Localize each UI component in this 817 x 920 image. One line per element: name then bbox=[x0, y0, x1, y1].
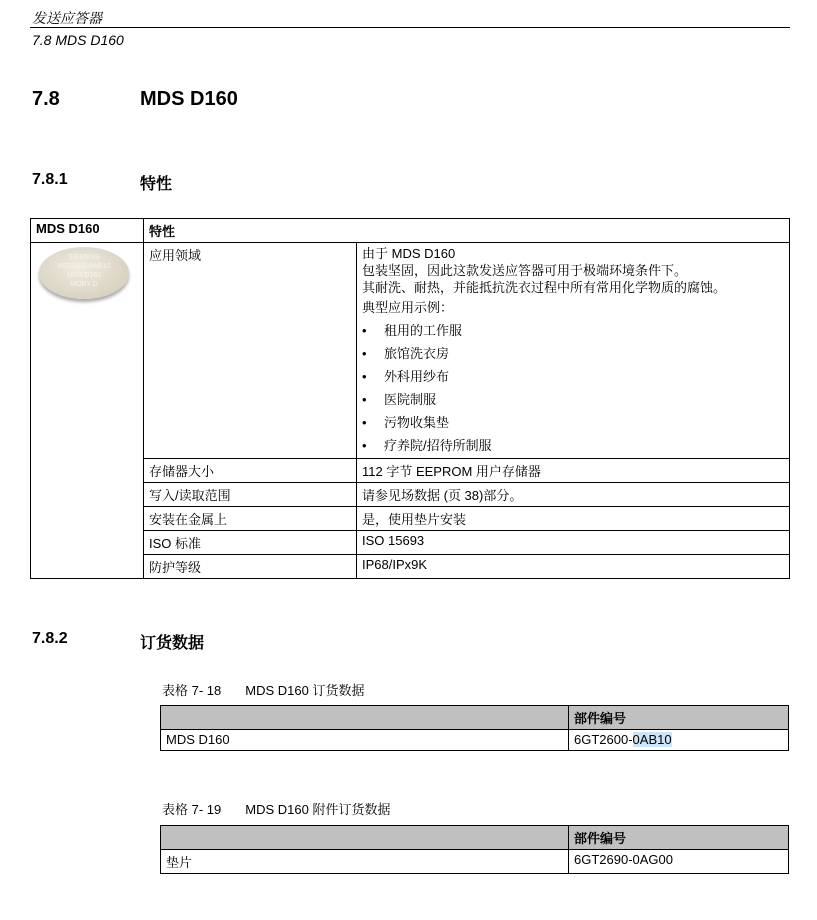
feature-value: 请参见场数据 (页 38)部分。 bbox=[357, 483, 790, 507]
feature-label: 写入/读取范围 bbox=[144, 483, 357, 507]
application-examples-list bbox=[362, 322, 784, 454]
feature-value: 由于 MDS D160 包装坚固，因此这款发送应答器可用于极端环境条件下。 其耐洗、耐热，并能抵抗洗衣过程中所有常用化学物质的腐蚀。 典型应用示例： • 租用的工作服 • 旅馆洗衣房 • 外科用纱布 • 医院制服 • 污物收集垫 • 疗养院/招待所制服 bbox=[357, 243, 790, 459]
feature-label: 存储器大小 bbox=[144, 459, 357, 483]
table-caption: 表格 7- 18 MDS D160 订货数据 bbox=[162, 683, 365, 698]
subsection-number: 7.8.2 bbox=[32, 630, 68, 647]
accessory-order-table bbox=[160, 825, 789, 874]
list-item: • 外科用纱布 bbox=[362, 368, 784, 385]
section-number: 7.8 bbox=[32, 88, 60, 110]
feature-label: 应用领域 bbox=[144, 243, 357, 459]
feature-value: 112 字节 EEPROM 用户存储器 bbox=[357, 459, 790, 483]
accessory-name: 垫片 bbox=[161, 850, 569, 874]
part-number-header: 部件编号 bbox=[569, 826, 789, 850]
feature-value: 是，使用垫片安装 bbox=[357, 507, 790, 531]
feature-label: 安装在金属上 bbox=[144, 507, 357, 531]
text-selection: 0AB10 bbox=[632, 732, 672, 747]
feature-label: 防护等级 bbox=[144, 555, 357, 579]
list-item: • 医院制服 bbox=[362, 391, 784, 408]
subsection-title: 特性 bbox=[140, 176, 173, 193]
subsection-title: 订货数据 bbox=[140, 635, 205, 652]
header-rule bbox=[30, 27, 790, 28]
subsection-number: 7.8.1 bbox=[32, 171, 68, 188]
feature-value: ISO 15693 bbox=[357, 531, 790, 555]
features-header-features: 特性 bbox=[144, 219, 790, 243]
transponder-image: SIEMENS 6GT2600-0AB10 MDS D160 MOBY D bbox=[39, 247, 129, 299]
features-table bbox=[30, 218, 790, 579]
table-caption: 表格 7- 19 MDS D160 附件订货数据 bbox=[162, 802, 391, 817]
feature-label: ISO 标准 bbox=[144, 531, 357, 555]
section-title: MDS D160 bbox=[140, 88, 238, 110]
list-item: • 租用的工作服 bbox=[362, 322, 784, 339]
product-image-cell bbox=[31, 243, 144, 579]
part-number[interactable]: 6GT2600-0AB10 bbox=[569, 730, 789, 751]
list-item: • 污物收集垫 bbox=[362, 414, 784, 431]
features-header-product: MDS D160 bbox=[31, 219, 144, 243]
part-number-header: 部件编号 bbox=[569, 706, 789, 730]
feature-value: IP68/IPx9K bbox=[357, 555, 790, 579]
running-header-section: 7.8 MDS D160 bbox=[32, 32, 124, 48]
list-item: • 疗养院/招待所制服 bbox=[362, 437, 784, 454]
list-item: • 旅馆洗衣房 bbox=[362, 345, 784, 362]
running-header-chapter: 发送应答器 bbox=[32, 10, 102, 26]
part-number[interactable]: 6GT2690-0AG00 bbox=[569, 850, 789, 874]
product-name: MDS D160 bbox=[161, 730, 569, 751]
order-data-table bbox=[160, 705, 789, 751]
